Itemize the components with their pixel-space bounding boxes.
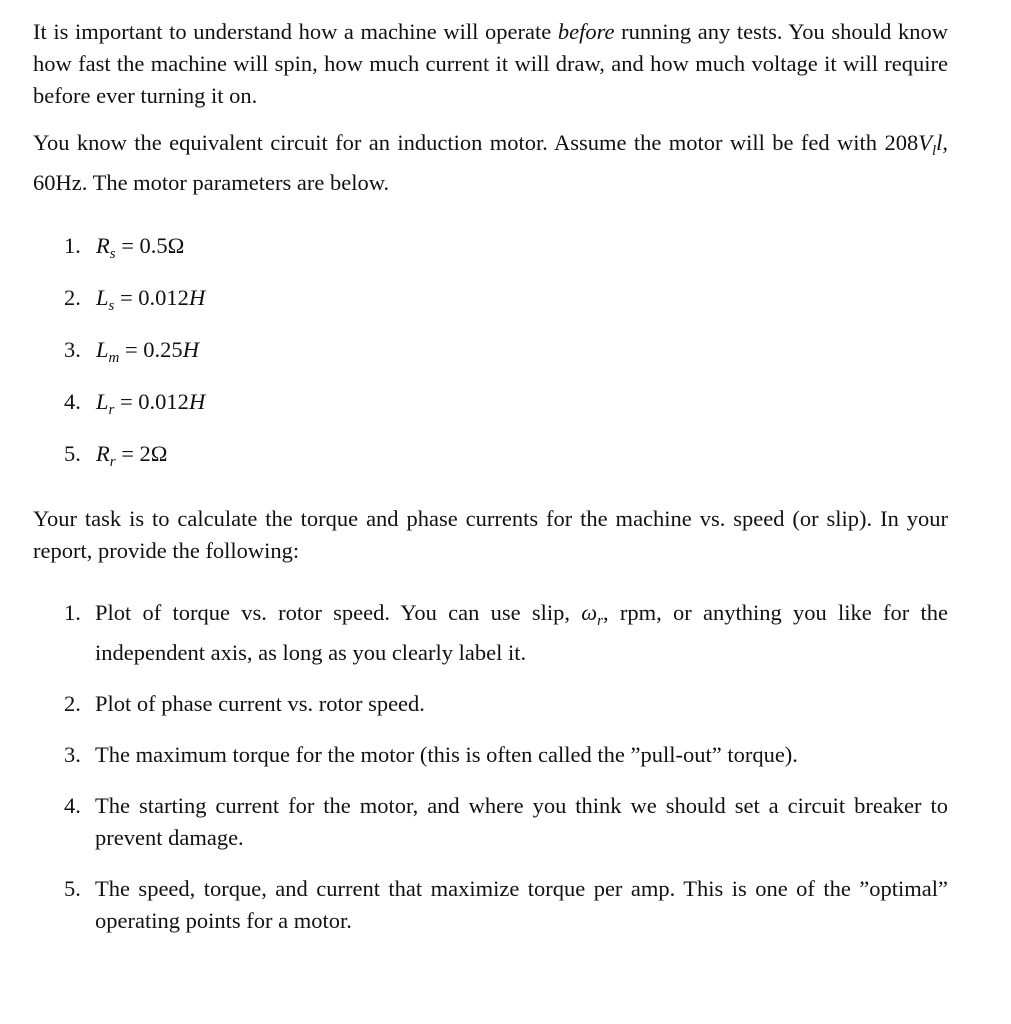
voltage-expression (884, 130, 943, 159)
task-text: The starting current for the motor, and where you think we should set a circuit breaker to prevent damage. (95, 793, 948, 850)
task-item (33, 790, 948, 854)
parameter-subscript: m (108, 350, 120, 366)
task-item (33, 688, 948, 720)
parameter-list (33, 230, 948, 470)
intro-text-end: running any tests. You should know how fast the machine will spin, how much current it will draw, and how much voltage it will require before ever turning it on. (33, 19, 948, 108)
task-number: 4. (64, 793, 81, 818)
task-intro-paragraph: Your task is to calculate the torque and phase currents for the machine vs. speed (or slip). In your report, provide the following: (33, 506, 948, 563)
parameter-item (33, 230, 948, 262)
document-page (33, 16, 948, 956)
parameter-value: = 2Ω (115, 441, 168, 466)
parameter-item (33, 438, 948, 470)
intro-paragraph (33, 16, 948, 112)
parameter-subscript: s (109, 246, 116, 262)
parameter-number: 5. (64, 441, 81, 466)
task-text: Plot of phase current vs. rotor speed. (95, 691, 425, 716)
parameter-unit: H (188, 285, 206, 310)
parameter-number: 3. (64, 337, 81, 362)
task-item (33, 873, 948, 937)
task-item (33, 597, 948, 669)
parameter-unit: H (188, 389, 206, 414)
intro-emphasis: before (557, 19, 615, 44)
intro-text-start: It is important to understand how a machine will operate (33, 19, 558, 44)
task-text: The maximum torque for the motor (this is often called the ”pull-out” torque). (95, 742, 798, 767)
parameter-symbol: L (96, 389, 109, 414)
parameter-value: = 0.25 (119, 337, 183, 362)
task-text: The speed, torque, and current that maximize torque per amp. This is one of the ”optimal” operating points for a motor. (95, 876, 948, 933)
circuit-text: You know the equivalent circuit for an induction motor. Assume the motor will be fed with (33, 130, 878, 155)
task-text-end: , rpm, or anything you like for the independent axis, as long as you clearly label it. (95, 600, 948, 665)
parameter-value: = 0.012 (114, 389, 189, 414)
circuit-paragraph (33, 127, 948, 199)
task-number: 3. (64, 742, 81, 767)
task-number: 1. (64, 600, 81, 625)
task-subscript: r (597, 613, 604, 629)
parameter-number: 2. (64, 285, 81, 310)
parameter-subscript: r (108, 402, 115, 418)
parameter-value: = 0.012 (114, 285, 189, 310)
parameter-value: = 0.5Ω (115, 233, 185, 258)
parameter-subscript: s (108, 298, 115, 314)
parameter-number: 1. (64, 233, 81, 258)
parameter-subscript: r (109, 454, 116, 470)
task-symbol: ω (581, 600, 598, 625)
task-number: 5. (64, 876, 81, 901)
parameter-unit: H (182, 337, 199, 362)
parameter-item (33, 334, 948, 366)
parameter-symbol: L (96, 285, 109, 310)
voltage-symbol: V (918, 130, 932, 155)
task-text: Plot of torque vs. rotor speed. You can use slip, (95, 600, 582, 625)
voltage-subscript: l (931, 143, 937, 159)
parameter-number: 4. (64, 389, 81, 414)
parameter-symbol: L (96, 337, 109, 362)
voltage-tail: l (936, 130, 943, 155)
parameter-item (33, 282, 948, 314)
task-item (33, 739, 948, 771)
task-list (33, 597, 948, 937)
parameter-item (33, 386, 948, 418)
parameter-symbol: R (96, 233, 110, 258)
voltage-value: 208 (884, 130, 919, 155)
task-number: 2. (64, 691, 81, 716)
parameter-symbol: R (96, 441, 110, 466)
frequency-text: , 60Hz. The motor parameters are below. (33, 130, 948, 195)
